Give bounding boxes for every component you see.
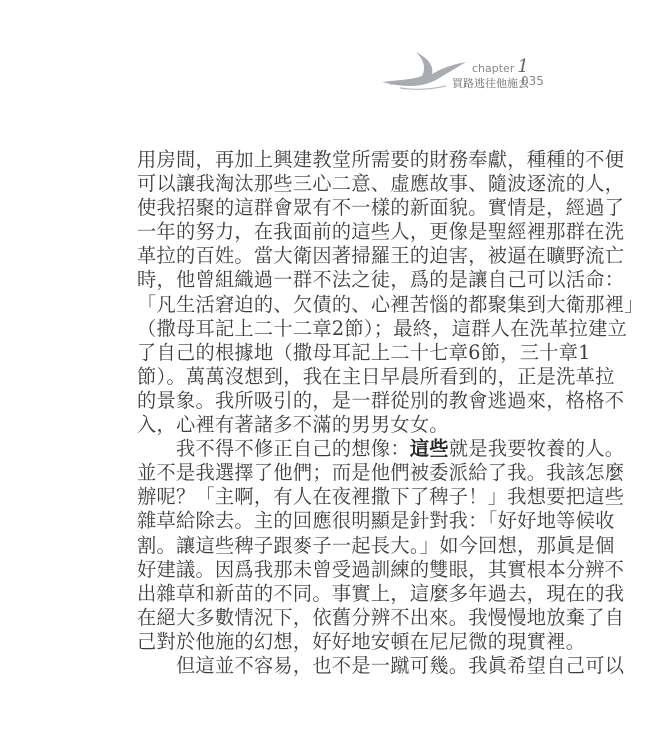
body-text: [137, 148, 644, 678]
chapter-label-text: chapter: [472, 62, 515, 75]
text-line: 割。讓這些稗子跟麥子一起長大。」如今回想，那眞是個: [137, 533, 615, 557]
chapter-number: 1: [517, 56, 529, 77]
text-line: 時，他曾組織過一群不法之徒，爲的是讓自己可以活命：: [137, 268, 625, 292]
paragraph-start: [137, 437, 625, 461]
text-line: 並不是我選擇了他們；而是他們被委派給了我。我該怎麼: [137, 461, 625, 485]
text-line: （撒母耳記上二十二章2節）；最終，這群人在洗革拉建立: [137, 316, 628, 340]
text-line: 用房間，再加上興建教堂所需要的財務奉獻，種種的不便: [137, 148, 625, 171]
text-line: 出雜草和新苗的不同。事實上，這麼多年過去，現在的我: [137, 581, 625, 605]
text-line: 辦呢？「主啊，有人在夜裡撒下了稗子！」我想要把這些: [137, 485, 625, 509]
text-line: 好建議。因爲我那未曾受過訓練的雙眼，其實根本分辨不: [137, 557, 625, 581]
text-line: 節）。萬萬沒想到，我在主日早晨所看到的，正是洗革拉: [137, 364, 615, 388]
text-line: 雜草給除去。主的回應很明顯是針對我：「好好地等候收: [137, 509, 615, 533]
emphasis-text: 這些: [409, 437, 449, 461]
text-line: 的景象。我所吸引的，是一群從別的教會逃過來，格格不: [137, 388, 625, 412]
text-line: 了自己的根據地（撒母耳記上二十七章6節，三十章1: [137, 340, 591, 364]
page-number: 035: [521, 74, 544, 88]
running-header: [380, 50, 580, 100]
text-line: 「凡生活窘迫的、欠債的、心裡苦惱的都聚集到大衛那裡」: [137, 292, 644, 316]
text-line: 一年的努力，在我面前的這些人，更像是聖經裡那群在洗: [137, 220, 625, 244]
text-span: 我不得不修正自己的想像：: [176, 437, 410, 461]
text-line: 革拉的百姓。當大衛因著掃羅王的迫害，被逼在曠野流亡: [137, 244, 625, 268]
text-line: 入，心裡有著諸多不滿的男男女女。: [137, 413, 449, 437]
text-line: 在絕大多數情況下，依舊分辨不出來。我慢慢地放棄了自: [137, 605, 625, 629]
text-line: 使我招聚的這群會眾有不一樣的新面貌。實情是，經過了: [137, 196, 625, 220]
text-line: 可以讓我淘汰那些三心二意、虛應故事、隨波逐流的人，: [137, 172, 625, 196]
text-span: 就是我要牧養的人。: [448, 437, 625, 461]
paragraph-start: 但這並不容易，也不是一蹴可幾。我眞希望自己可以: [176, 653, 625, 677]
chapter-title: 買路逃往他施去: [452, 77, 529, 90]
text-line: 己對於他施的幻想，好好地安頓在尼尼微的現實裡。: [137, 629, 586, 653]
